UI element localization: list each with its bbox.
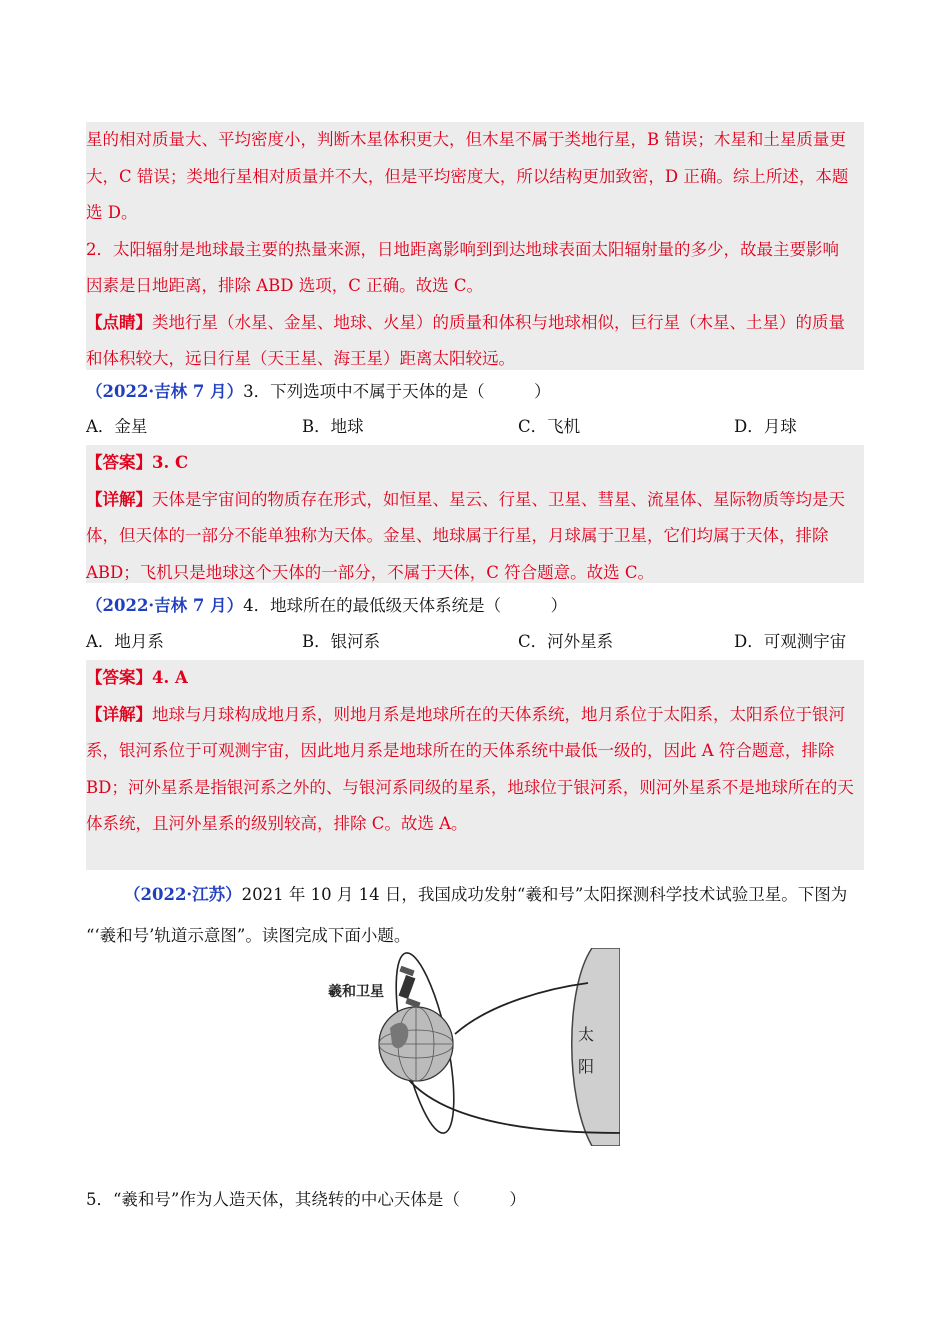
answer-tag: 【答案】 — [86, 453, 152, 472]
satellite-panel — [399, 966, 414, 976]
question-4-options — [86, 624, 864, 660]
detail-line: 体，但天体的一部分不能单独称为天体。金星、地球属于行星，月球属于卫星，它们均属于天体，排除 — [86, 526, 829, 545]
detail-line: BD；河外星系是指银河系之外的、与银河系同级的星系，地球位于银河系，则河外星系不是地球所在的天 — [86, 777, 854, 797]
orbit-diagram-svg — [320, 948, 620, 1146]
option-c[interactable]: C．飞机 — [518, 417, 581, 436]
question-source: （2022·吉林 7 月） — [86, 382, 244, 401]
tip-text: 类地行星（水星、金星、地球、火星）的质量和体积与地球相似，巨行星（木星、土星）的质量 — [152, 312, 845, 332]
orbit-diagram — [320, 948, 620, 1146]
detail-line: 体系统，且河外星系的级别较高，排除 C。故选 A。 — [86, 814, 468, 833]
detail-line: 系，银河系位于可观测宇宙，因此地月系是地球所在的天体系统中最低一级的，因此 A 符合题意，排除 — [86, 741, 835, 760]
answer-value: 4. A — [152, 668, 188, 687]
detail-line: ABD；飞机只是地球这个天体的一部分，不属于天体，C 符合题意。故选 C。 — [86, 562, 655, 582]
option-d[interactable]: D．可观测宇宙 — [734, 632, 847, 651]
satellite-label: 羲和卫星 — [328, 984, 384, 1000]
question-source: （2022·吉林 7 月） — [86, 596, 244, 615]
explanation-line: 星的相对质量大、平均密度小，判断木星体积更大，但木星不属于类地行星，B 错误；木星和土星质量更 — [86, 130, 846, 149]
explanation-block — [86, 122, 864, 370]
question-3-answer-block — [86, 445, 864, 583]
answer-line — [86, 445, 864, 482]
passage-source: （2022·江苏） — [124, 885, 242, 904]
question-4-stem — [86, 588, 864, 624]
option-a[interactable]: A．地月系 — [86, 632, 164, 651]
detail-tag: 【详解】 — [86, 704, 152, 724]
explanation-line: 大，C 错误；类地行星相对质量并不大，但是平均密度大，所以结构更加致密，D 正确。综上所述，本题 — [86, 166, 849, 186]
passage-text: 2021 年 10 月 14 日，我国成功发射“羲和号”太阳探测科学技术试验卫星。下图为 — [241, 885, 848, 904]
answer-line — [86, 660, 864, 697]
detail-tag: 【详解】 — [86, 489, 152, 509]
question-text: 4．地球所在的最低级天体系统是（ ） — [243, 596, 568, 615]
passage-line: “‘羲和号’轨道示意图”。读图完成下面小题。 — [86, 926, 411, 945]
sun-shape — [572, 948, 620, 1146]
passage-line — [86, 874, 864, 915]
tip-paragraph — [86, 305, 864, 342]
satellite-icon — [399, 975, 416, 999]
explanation-line: 2．太阳辐射是地球最主要的热量来源，日地距离影响到到达地球表面太阳辐射量的多少，故最主要影响 — [86, 239, 839, 259]
passage — [86, 874, 864, 956]
question-5-stem: 5．“羲和号”作为人造天体，其绕转的中心天体是（ ） — [86, 1190, 526, 1209]
detail-text: 地球与月球构成地月系，则地月系是地球所在的天体系统，地月系位于太阳系，太阳系位于银河 — [152, 704, 845, 724]
tip-tag: 【点睛】 — [86, 312, 152, 332]
explanation-line: 选 D。 — [86, 203, 138, 222]
orbit-line-upper — [455, 983, 588, 1034]
detail-paragraph — [86, 482, 864, 519]
option-a[interactable]: A．金星 — [86, 417, 148, 436]
answer-tag: 【答案】 — [86, 668, 152, 687]
option-c[interactable]: C．河外星系 — [518, 632, 614, 651]
question-text: 3．下列选项中不属于天体的是（ ） — [243, 382, 551, 401]
option-b[interactable]: B．银河系 — [302, 632, 381, 651]
option-b[interactable]: B．地球 — [302, 417, 364, 436]
answer-value: 3. C — [152, 453, 189, 472]
question-4-answer-block — [86, 660, 864, 870]
detail-paragraph — [86, 697, 864, 734]
sun-label-1: 太 — [578, 1025, 595, 1044]
question-3-options — [86, 409, 864, 445]
option-d[interactable]: D．月球 — [734, 417, 797, 436]
detail-text: 天体是宇宙间的物质存在形式，如恒星、星云、行星、卫星、彗星、流星体、星际物质等均是天 — [152, 489, 845, 509]
question-3-stem — [86, 374, 864, 410]
sun-label-2: 阳 — [578, 1057, 595, 1076]
tip-line: 和体积较大，远日行星（天王星、海王星）距离太阳较远。 — [86, 349, 515, 368]
explanation-line: 因素是日地距离，排除 ABD 选项，C 正确。故选 C。 — [86, 276, 483, 295]
